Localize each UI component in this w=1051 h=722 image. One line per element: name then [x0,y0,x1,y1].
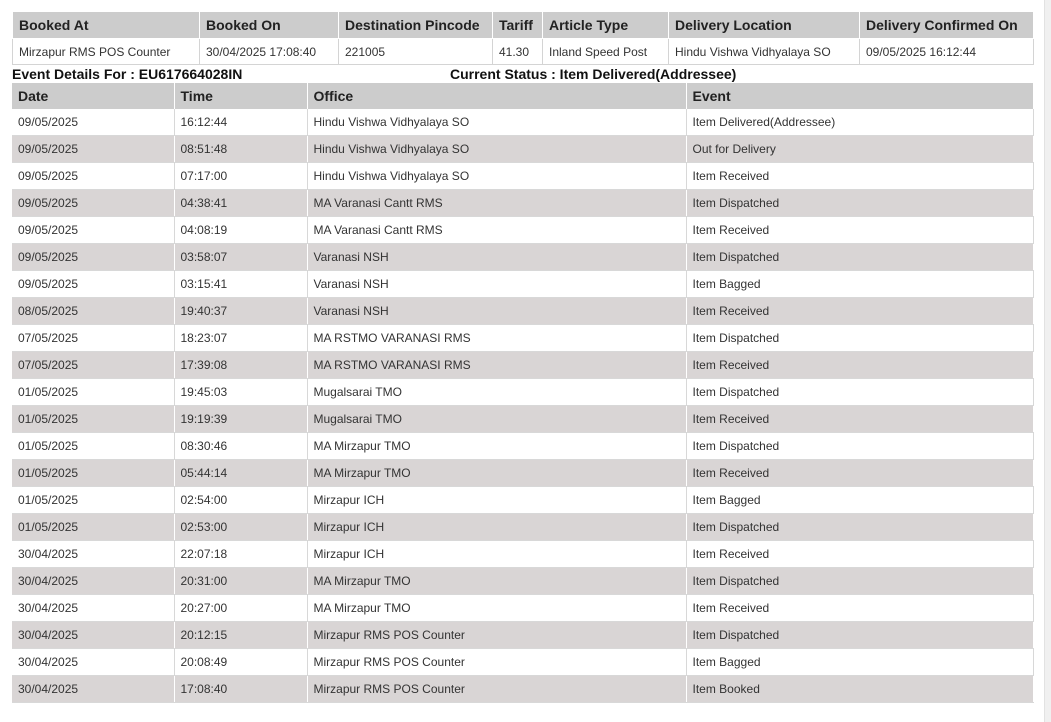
event-office-cell: MA Varanasi Cantt RMS [307,190,686,217]
event-office-cell: MA RSTMO VARANASI RMS [307,325,686,352]
event-time-cell: 03:15:41 [174,271,307,298]
event-office-cell: Mirzapur ICH [307,487,686,514]
event-time-cell: 20:12:15 [174,622,307,649]
event-date-cell: 09/05/2025 [12,163,174,190]
event-office-cell: Varanasi NSH [307,271,686,298]
event-event-cell: Item Received [686,595,1033,622]
event-date-cell: 30/04/2025 [12,595,174,622]
event-time-cell: 02:53:00 [174,514,307,541]
event-office-cell: MA Mirzapur TMO [307,568,686,595]
event-date-cell: 09/05/2025 [12,190,174,217]
event-office-cell: Mirzapur ICH [307,541,686,568]
table-row [12,325,1033,352]
table-row [12,190,1033,217]
table-row [12,622,1033,649]
booking-value-row [13,39,1034,65]
table-row [12,406,1033,433]
event-date-cell: 01/05/2025 [12,406,174,433]
event-time-cell: 07:17:00 [174,163,307,190]
event-time-cell: 17:08:40 [174,676,307,703]
event-time-cell: 08:51:48 [174,136,307,163]
event-time-cell: 04:08:19 [174,217,307,244]
date-header: Date [12,83,174,109]
table-row [12,433,1033,460]
event-time-cell: 08:30:46 [174,433,307,460]
event-details-label: Event Details For : EU617664028IN [12,66,243,82]
event-event-cell: Item Dispatched [686,325,1033,352]
event-date-cell: 09/05/2025 [12,271,174,298]
event-date-cell: 30/04/2025 [12,649,174,676]
delivery-confirmed-on-header: Delivery Confirmed On [860,12,1034,39]
event-event-cell: Item Received [686,352,1033,379]
event-event-cell: Item Dispatched [686,379,1033,406]
table-row [12,487,1033,514]
event-header: Event [686,83,1033,109]
table-row [12,568,1033,595]
event-office-cell: MA RSTMO VARANASI RMS [307,352,686,379]
destination-pincode-header: Destination Pincode [339,12,493,39]
table-row [12,460,1033,487]
event-event-cell: Item Dispatched [686,622,1033,649]
event-office-cell: MA Varanasi Cantt RMS [307,217,686,244]
event-date-cell: 08/05/2025 [12,298,174,325]
event-date-cell: 30/04/2025 [12,622,174,649]
event-office-cell: Mugalsarai TMO [307,379,686,406]
booked-on-header: Booked On [200,12,339,39]
booked-at-value: Mirzapur RMS POS Counter [13,39,200,65]
booked-at-header: Booked At [13,12,200,39]
event-time-cell: 17:39:08 [174,352,307,379]
event-office-cell: Mirzapur RMS POS Counter [307,622,686,649]
event-date-cell: 09/05/2025 [12,217,174,244]
event-date-cell: 09/05/2025 [12,109,174,136]
event-history-table [12,83,1034,703]
event-date-cell: 07/05/2025 [12,352,174,379]
event-event-cell: Item Received [686,217,1033,244]
event-office-cell: Mirzapur RMS POS Counter [307,649,686,676]
event-date-cell: 09/05/2025 [12,244,174,271]
article-type-value: Inland Speed Post [543,39,669,65]
page-edge-bar [1044,0,1051,722]
event-event-cell: Item Bagged [686,487,1033,514]
time-header: Time [174,83,307,109]
event-office-cell: MA Mirzapur TMO [307,460,686,487]
event-time-cell: 20:31:00 [174,568,307,595]
event-event-cell: Item Bagged [686,271,1033,298]
event-time-cell: 19:19:39 [174,406,307,433]
table-row [12,541,1033,568]
events-body [12,109,1033,703]
table-row [12,298,1033,325]
table-row [12,514,1033,541]
tariff-header: Tariff [493,12,543,39]
event-event-cell: Item Received [686,406,1033,433]
current-status-label: Current Status : Item Delivered(Addressee) [450,66,737,82]
event-date-cell: 30/04/2025 [12,541,174,568]
event-office-cell: MA Mirzapur TMO [307,433,686,460]
event-event-cell: Item Booked [686,676,1033,703]
event-office-cell: Varanasi NSH [307,244,686,271]
event-time-cell: 20:08:49 [174,649,307,676]
event-time-cell: 20:27:00 [174,595,307,622]
table-row [12,136,1033,163]
event-date-cell: 01/05/2025 [12,487,174,514]
table-row [12,163,1033,190]
event-date-cell: 09/05/2025 [12,136,174,163]
event-event-cell: Item Bagged [686,649,1033,676]
event-time-cell: 19:40:37 [174,298,307,325]
table-row [12,649,1033,676]
event-date-cell: 01/05/2025 [12,460,174,487]
event-time-cell: 19:45:03 [174,379,307,406]
event-event-cell: Item Delivered(Addressee) [686,109,1033,136]
event-event-cell: Item Received [686,460,1033,487]
table-row [12,271,1033,298]
event-office-cell: Mirzapur RMS POS Counter [307,676,686,703]
event-date-cell: 30/04/2025 [12,676,174,703]
event-date-cell: 01/05/2025 [12,379,174,406]
event-time-cell: 04:38:41 [174,190,307,217]
event-office-cell: Hindu Vishwa Vidhyalaya SO [307,136,686,163]
event-event-cell: Item Received [686,298,1033,325]
table-row [12,109,1033,136]
event-event-cell: Item Dispatched [686,190,1033,217]
event-event-cell: Item Received [686,163,1033,190]
event-time-cell: 16:12:44 [174,109,307,136]
event-event-cell: Item Dispatched [686,514,1033,541]
table-row [12,217,1033,244]
office-header: Office [307,83,686,109]
table-row [12,379,1033,406]
event-office-cell: Hindu Vishwa Vidhyalaya SO [307,109,686,136]
table-row [12,244,1033,271]
event-office-cell: MA Mirzapur TMO [307,595,686,622]
event-office-cell: Varanasi NSH [307,298,686,325]
delivery-location-header: Delivery Location [669,12,860,39]
event-time-cell: 02:54:00 [174,487,307,514]
booking-summary-table [12,11,1034,65]
event-date-cell: 30/04/2025 [12,568,174,595]
event-event-cell: Item Dispatched [686,244,1033,271]
event-event-cell: Item Dispatched [686,568,1033,595]
booking-header-row [13,12,1034,39]
delivery-confirmed-on-value: 09/05/2025 16:12:44 [860,39,1034,65]
event-event-cell: Out for Delivery [686,136,1033,163]
event-date-cell: 01/05/2025 [12,433,174,460]
event-time-cell: 22:07:18 [174,541,307,568]
event-office-cell: Mirzapur ICH [307,514,686,541]
event-time-cell: 05:44:14 [174,460,307,487]
events-header-row [12,83,1033,109]
booked-on-value: 30/04/2025 17:08:40 [200,39,339,65]
event-time-cell: 18:23:07 [174,325,307,352]
delivery-location-value: Hindu Vishwa Vidhyalaya SO [669,39,860,65]
event-event-cell: Item Received [686,541,1033,568]
tariff-value: 41.30 [493,39,543,65]
event-date-cell: 01/05/2025 [12,514,174,541]
article-type-header: Article Type [543,12,669,39]
table-row [12,595,1033,622]
event-office-cell: Mugalsarai TMO [307,406,686,433]
event-event-cell: Item Dispatched [686,433,1033,460]
destination-pincode-value: 221005 [339,39,493,65]
event-office-cell: Hindu Vishwa Vidhyalaya SO [307,163,686,190]
event-date-cell: 07/05/2025 [12,325,174,352]
table-row [12,352,1033,379]
event-time-cell: 03:58:07 [174,244,307,271]
table-row [12,676,1033,703]
